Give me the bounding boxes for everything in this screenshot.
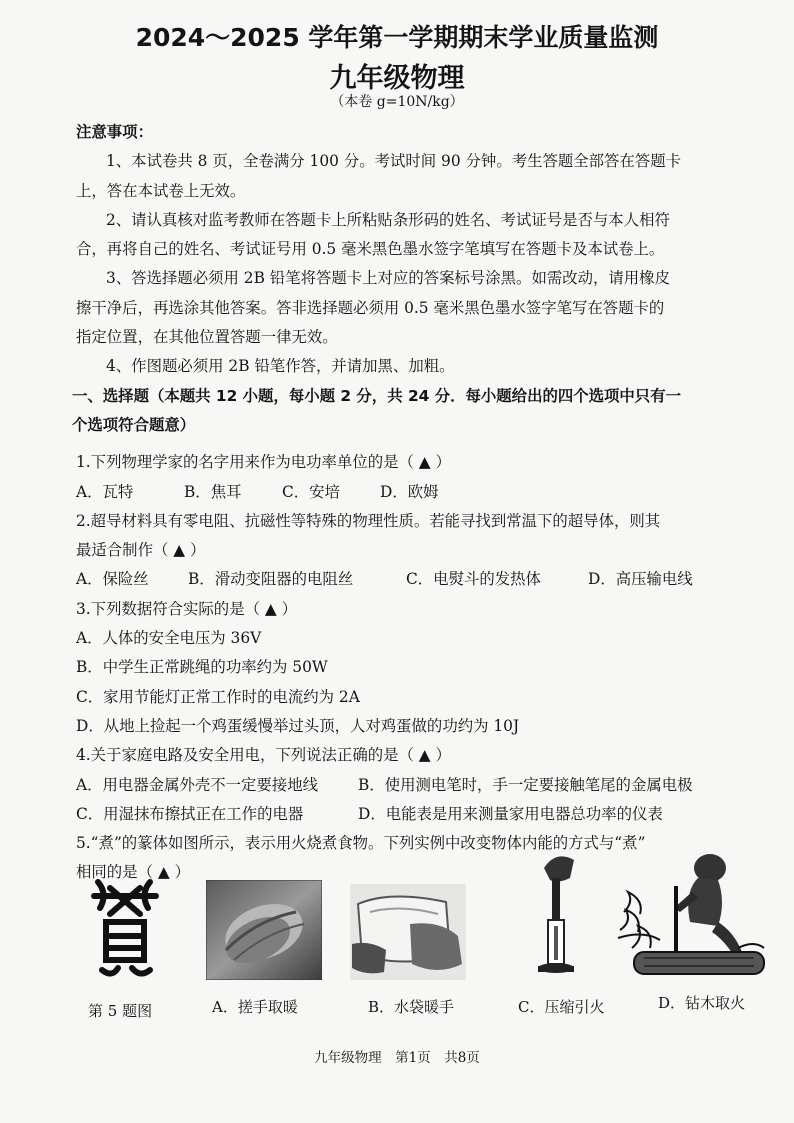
notice-line: 3、答选择题必须用 2B 铅笔将答题卡上对应的答案标号涂黑。如需改动，请用橡皮 (106, 269, 670, 288)
q1-option-c: C．安培 (282, 482, 340, 501)
exam-subject: 九年级物理 (329, 63, 465, 94)
notice-line: 2、请认真核对监考教师在答题卡上所粘贴条形码的姓名、考试证号是否与本人相符 (106, 210, 670, 229)
q4-options-row2 (76, 800, 726, 829)
notice-line: 1、本试卷共 8 页，全卷满分 100 分。考试时间 90 分钟。考生答题全部答在答题卡 (106, 152, 682, 171)
drilling-wood-for-fire-illustration (614, 852, 774, 986)
q4-option-b: B．使用测电笔时，手一定要接触笔尾的金属电极 (358, 775, 693, 794)
notice-line: 合，再将自己的姓名、考试证号用 0.5 毫米黑色墨水签字笔填写在答题卡及本试卷上。 (76, 240, 665, 259)
q5-stem-cont: 相同的是（ ▲ ） (76, 863, 190, 882)
seal-script-character-figure (88, 874, 162, 984)
hot-water-bag-photo (350, 884, 466, 980)
q4-options-row1 (76, 771, 726, 800)
q1-option-b: B．焦耳 (184, 482, 242, 501)
q4-option-c: C．用湿抹布擦拭正在工作的电器 (76, 804, 304, 823)
q3-stem: 3.下列数据符合实际的是（ ▲ ） (76, 599, 297, 618)
q5-option-a-caption: A．搓手取暖 (212, 998, 298, 1016)
q3-option-a: A．人体的安全电压为 36V (76, 629, 262, 648)
q2-stem-cont: 最适合制作（ ▲ ） (76, 541, 206, 560)
q1-options (76, 478, 726, 507)
q5-option-b-caption: B．水袋暖手 (368, 998, 455, 1016)
notice-heading: 注意事项： (76, 123, 153, 141)
compression-ignition-apparatus (526, 850, 586, 984)
q2-option-d: D．高压输电线 (588, 570, 693, 589)
q1-stem: 1.下列物理学家的名字用来作为电功率单位的是（ ▲ ） (76, 453, 451, 472)
exam-title: 2024～2025 学年第一学期期末学业质量监测 (135, 23, 659, 52)
q4-option-d: D．电能表是用来测量家用电器总功率的仪表 (358, 804, 663, 823)
q5-stem: 5.“煮”的篆体如图所示，表示用火烧煮食物。下列实例中改变物体内能的方式与“煮” (76, 834, 646, 853)
q2-option-c: C．电熨斗的发热体 (406, 570, 541, 589)
q4-stem: 4.关于家庭电路及安全用电，下列说法正确的是（ ▲ ） (76, 746, 451, 765)
section-heading: 一、选择题（本题共 12 小题，每小题 2 分，共 24 分．每小题给出的四个选项中只有一 (72, 386, 681, 405)
notice-line: 4、作图题必须用 2B 铅笔作答，并请加黑、加粗。 (106, 357, 455, 376)
q2-option-b: B．滑动变阻器的电阻丝 (188, 570, 354, 589)
q3-option-d: D．从地上捡起一个鸡蛋缓慢举过头顶，人对鸡蛋做的功约为 10J (76, 716, 520, 735)
q5-option-c-caption: C．压缩引火 (518, 998, 605, 1016)
q3-option-b: B．中学生正常跳绳的功率约为 50W (76, 658, 328, 677)
exam-note: （本卷 g=10N/kg） (330, 94, 464, 110)
exam-body (72, 118, 726, 888)
rubbing-hands-photo (206, 880, 322, 980)
q3-option-c: C．家用节能灯正常工作时的电流约为 2A (76, 687, 360, 706)
q4-option-a: A．用电器金属外壳不一定要接地线 (76, 775, 318, 794)
notice-line: 擦干净后，再选涂其他答案。答非选择题必须用 0.5 毫米黑色墨水签字笔写在答题卡的 (76, 298, 665, 317)
q1-option-a: A．瓦特 (76, 482, 134, 501)
q5-option-d-caption: D．钻木取火 (658, 994, 746, 1012)
q2-stem: 2.超导材料具有零电阻、抗磁性等特殊的物理性质。若能寻找到常温下的超导体，则其 (76, 511, 661, 530)
q5-figure-caption: 第 5 题图 (88, 1002, 153, 1020)
notice-line: 上，答在本试卷上无效。 (76, 181, 246, 200)
section-heading-cont: 个选项符合题意） (72, 415, 196, 434)
q1-option-d: D．欧姆 (380, 482, 439, 501)
q5-figures (78, 850, 778, 1030)
q2-options (76, 565, 726, 594)
notice-line: 指定位置，在其他位置答题一律无效。 (76, 328, 338, 347)
q2-option-a: A．保险丝 (76, 570, 149, 589)
page-footer: 九年级物理 第1页 共8页 (314, 1050, 480, 1066)
